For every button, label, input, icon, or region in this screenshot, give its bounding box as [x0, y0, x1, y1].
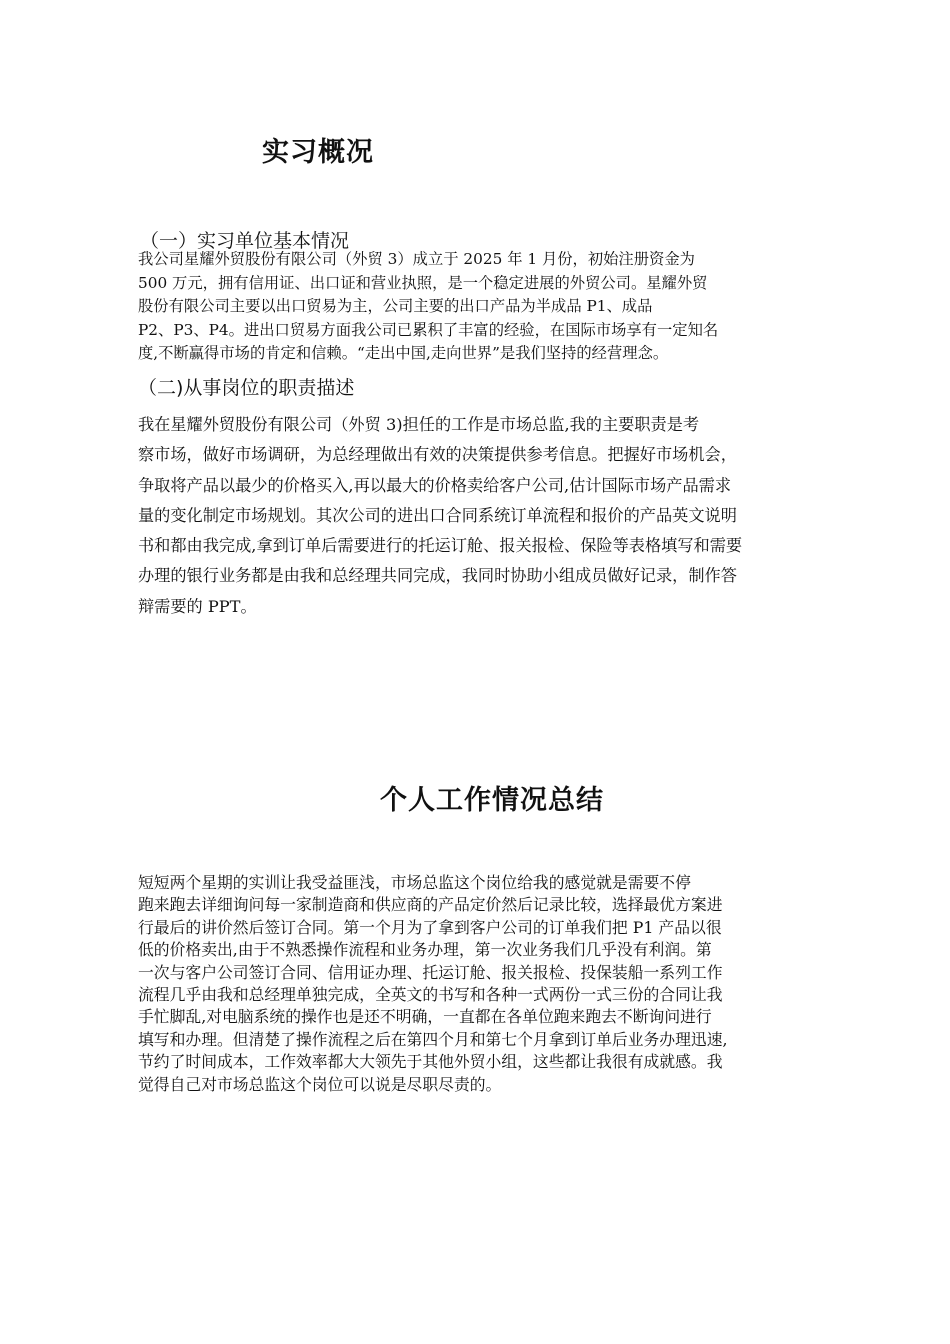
text-line: 行最后的讲价然后签订合同。第一个月为了拿到客户公司的订单我们把 P1 产品以很	[138, 917, 722, 937]
text-line: 填写和办理。但清楚了操作流程之后在第四个月和第七个月拿到订单后业务办理迅速,	[138, 1029, 728, 1049]
text-line: 办理的银行业务都是由我和总经理共同完成，我同时协助小组成员做好记录，制作答	[138, 566, 737, 586]
text-line: 短短两个星期的实训让我受益匪浅，市场总监这个岗位给我的感觉就是需要不停	[138, 873, 691, 892]
paragraph-company-info	[138, 248, 718, 366]
text-line: 我在星耀外贸股份有限公司（外贸 3)担任的工作是市场总监,我的主要职责是考	[138, 415, 700, 434]
text-line: 争取将产品以最少的价格买入,再以最大的价格卖给客户公司,估计国际市场产品需求	[138, 475, 732, 495]
text-line: 股份有限公司主要以出口贸易为主，公司主要的出口产品为半成品 P1、成品	[138, 297, 653, 315]
text-line: 度,不断赢得市场的肯定和信赖。“走出中国,走向世界”是我们坚持的经营理念。	[138, 344, 669, 362]
text-line: 一次与客户公司签订合同、信用证办理、托运订舱、报关报检、投保装船一系列工作	[138, 962, 723, 982]
text-line: 节约了时间成本，工作效率都大大领先于其他外贸小组，这些都让我很有成就感。我	[138, 1052, 723, 1072]
section-title-personal-summary: 个人工作情况总结	[380, 785, 604, 816]
paragraph-personal-summary	[138, 872, 728, 1096]
text-line: P2、P3、P4。进出口贸易方面我公司已累积了丰富的经验，在国际市场享有一定知名	[138, 320, 719, 339]
text-line: 低的价格卖出,由于不熟悉操作流程和业务办理，第一次业务我们几乎没有利润。第	[138, 940, 712, 960]
subheading-job-duties: （二)从事岗位的职责描述	[138, 377, 355, 399]
text-line: 500 万元，拥有信用证、出口证和营业执照，是一个稳定进展的外贸公司。星耀外贸	[138, 273, 708, 292]
subheading-company-info: （一）实习单位基本情况	[140, 230, 350, 252]
text-line: 察市场，做好市场调研，为总经理做出有效的决策提供参考信息。把握好市场机会，	[138, 445, 737, 465]
text-line: 跑来跑去详细询问每一家制造商和供应商的产品定价然后记录比较，选择最优方案进	[138, 895, 723, 915]
paragraph-job-duties	[138, 410, 742, 622]
text-line: 手忙脚乱,对电脑系统的操作也是还不明确，一直都在各单位跑来跑去不断询问进行	[138, 1007, 712, 1027]
text-line: 流程几乎由我和总经理单独完成，全英文的书写和各种一式两份一式三份的合同让我	[138, 985, 723, 1005]
text-line: 书和都由我完成,拿到订单后需要进行的托运订舱、报关报检、保险等表格填写和需要	[138, 536, 743, 556]
text-line: 量的变化制定市场规划。其次公司的进出口合同系统订单流程和报价的产品英文说明	[138, 505, 737, 525]
text-line: 辩需要的 PPT。	[138, 596, 257, 616]
text-line: 我公司星耀外贸股份有限公司（外贸 3）成立于 2025 年 1 月份，初始注册资金为	[138, 250, 695, 268]
text-line: 觉得自己对市场总监这个岗位可以说是尽职尽责的。	[138, 1074, 502, 1094]
section-title-internship-overview: 实习概况	[262, 137, 374, 168]
